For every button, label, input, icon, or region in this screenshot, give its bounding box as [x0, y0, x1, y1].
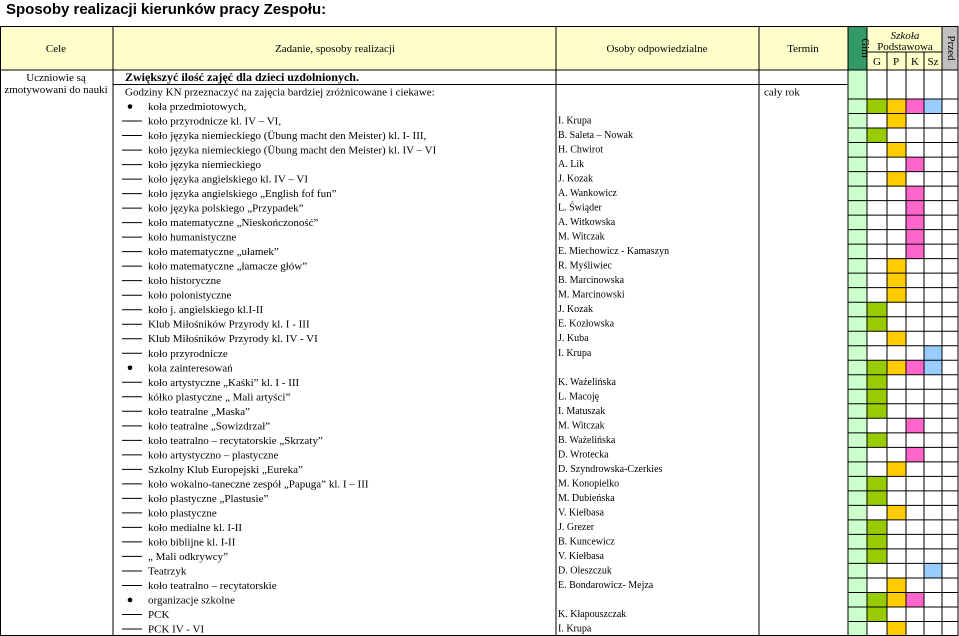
task-text: kółko plastyczne „ Mali artyści”: [148, 391, 291, 404]
person-text: R. Myśliwiec: [558, 260, 612, 272]
task-text: koło języka polskiego „Przypadek”: [148, 202, 304, 215]
person-text: E. Miechowicz - Kamaszyn: [558, 246, 670, 258]
level-cell-g: [867, 607, 887, 622]
task-text: koła przedmiotowych,: [148, 101, 247, 114]
task-text: koło biblijne kl. I-II: [148, 536, 236, 549]
task-text: Godziny KN przeznaczyć na zajęcia bardziej zróżnicowane i ciekawe:: [125, 86, 435, 99]
person-text: M. Konopielko: [558, 478, 620, 490]
person-text: J. Kozak: [558, 173, 593, 185]
level-cell-k: [906, 244, 924, 259]
header-g: G: [873, 56, 881, 68]
task-text: Klub Miłośników Przyrody kl. I - III: [148, 318, 310, 331]
person-text: D. Oleszczuk: [558, 565, 612, 577]
level-cell-p: [887, 172, 906, 187]
task-text: koło artystyczno – plastyczne: [148, 449, 279, 462]
level-cell-g: [867, 128, 887, 143]
header-przed: Przed: [945, 35, 957, 61]
person-text: D. Szyndrowska-Czerkies: [558, 463, 663, 475]
level-cell-p: [887, 360, 906, 375]
level-cell-p: [887, 578, 906, 593]
termin-text: cały rok: [764, 86, 800, 99]
level-cell-p: [887, 288, 906, 303]
task-text: organizacje szkolne: [148, 594, 235, 607]
bullet-dot: [128, 598, 133, 603]
task-text: PCK IV - VI: [148, 623, 205, 636]
task-text: koło teatralne „Maska”: [148, 405, 251, 418]
level-cell-k: [906, 99, 924, 114]
task-text: koła zainteresowań: [148, 362, 233, 375]
header-szkola: Szkoła: [890, 30, 920, 42]
level-cell-sz: [924, 99, 942, 114]
level-cell-p: [887, 143, 906, 158]
person-text: V. Kiełbasa: [558, 550, 604, 562]
level-cell-k: [906, 360, 924, 375]
task-text: koło teatralno – recytatorskie „Skrzaty”: [148, 434, 323, 447]
task-text: koło j. angielskiego kl.I-II: [148, 304, 264, 317]
level-cell-g: [867, 404, 887, 419]
person-text: H. Chwirot: [558, 144, 603, 156]
task-text: koło teatralne „Sowizdrzał”: [148, 420, 271, 433]
task-text: koło wokalno-taneczne zespół „Papuga” kl. I – III: [148, 478, 369, 491]
person-text: B. Saleta – Nowak: [558, 130, 633, 142]
person-text: I. Matuszak: [558, 405, 606, 417]
person-text: L. Świąder: [558, 202, 602, 214]
person-text: M. Witczak: [558, 420, 605, 432]
person-text: A. Lik: [558, 159, 585, 171]
task-text: koło języka niemieckiego (Übung macht den Meister) kl. I- III,: [148, 130, 427, 143]
level-cell-g: [867, 592, 887, 607]
task-text: koło języka angielskiego kl. IV – VI: [148, 173, 308, 186]
task-text: koło języka angielskiego „English fof fun”: [148, 188, 337, 201]
task-text: Szkolny Klub Europejski „Eureka”: [148, 463, 303, 476]
task-text: koło przyrodnicze: [148, 347, 228, 360]
task-text: Teatrzyk: [148, 565, 187, 578]
task-text: koło historyczne: [148, 275, 222, 288]
task-text: koło polonistyczne: [148, 289, 232, 302]
level-cell-p: [887, 462, 906, 477]
task-text: Klub Miłośników Przyrody kl. IV - VI: [148, 333, 318, 346]
level-cell-k: [906, 201, 924, 216]
bullet-dot: [128, 104, 133, 109]
cele-text: Uczniowie są: [26, 72, 86, 84]
person-text: J. Kozak: [558, 304, 593, 316]
header-cele: Cele: [45, 43, 67, 55]
person-text: M. Marcinowski: [558, 289, 625, 301]
person-text: K. Kłapouszczak: [558, 608, 627, 620]
section-heading: Zwiększyć ilość zajęć dla dzieci uzdolnionych.: [125, 70, 359, 84]
person-text: B. Ważelińska: [558, 434, 616, 446]
task-text: koło plastyczne „Plastusie”: [148, 492, 269, 505]
header-p: P: [892, 56, 900, 68]
person-text: J. Grezer: [558, 521, 595, 533]
level-cell-p: [887, 259, 906, 274]
task-text: „ Mali odkrywcy”: [148, 550, 229, 563]
level-cell-g: [867, 360, 887, 375]
header-sz: Sz: [927, 56, 939, 68]
person-text: A. Wankowicz: [558, 188, 617, 200]
person-text: V. Kiełbasa: [558, 507, 604, 519]
level-cell-k: [906, 215, 924, 230]
header-zadanie: Zadanie, sposoby realizacji: [274, 43, 396, 55]
level-cell-g: [867, 433, 887, 448]
table-border: [1, 27, 959, 636]
level-cell-g: [867, 317, 887, 332]
task-text: koło plastyczne: [148, 507, 217, 520]
level-cell-g: [867, 302, 887, 317]
person-text: D. Wrotecka: [558, 449, 609, 461]
person-text: J. Kuba: [558, 333, 589, 345]
header-gim: Gim: [859, 38, 871, 58]
level-cell-k: [906, 447, 924, 462]
task-text: koło matematyczne „ułamek”: [148, 246, 279, 259]
person-text: I. Krupa: [558, 347, 592, 359]
level-cell-g: [867, 99, 887, 114]
level-cell-p: [887, 331, 906, 346]
person-text: M. Witczak: [558, 231, 605, 243]
task-text: koło matematyczne „Nieskończoność”: [148, 217, 319, 230]
person-text: K. Ważelińska: [558, 376, 616, 388]
level-cell-sz: [924, 360, 942, 375]
level-cell-sz: [924, 563, 942, 578]
level-cell-p: [887, 99, 906, 114]
level-cell-p: [887, 114, 906, 129]
header-k: K: [911, 56, 919, 68]
task-text: koło humanistyczne: [148, 231, 237, 244]
level-cell-g: [867, 389, 887, 404]
person-text: I. Krupa: [558, 623, 592, 635]
bullet-dot: [128, 365, 133, 370]
level-cell-p: [887, 273, 906, 288]
person-text: B. Kuncewicz: [558, 536, 615, 548]
level-cell-g: [867, 375, 887, 390]
task-text: koło teatralno – recytatorskie: [148, 579, 277, 592]
level-cell-g: [867, 476, 887, 491]
page-title: Sposoby realizacji kierunków pracy Zespołu:: [6, 1, 327, 18]
level-cell-k: [906, 186, 924, 201]
cele-text: zmotywowani do nauki: [4, 84, 108, 96]
task-text: koło języka niemieckiego (Übung macht den Meister) kl. IV – VI: [148, 144, 437, 157]
level-cell-sz: [924, 346, 942, 361]
level-cell-g: [867, 491, 887, 506]
person-text: L. Macoję: [558, 391, 600, 403]
header-termin: Termin: [787, 43, 819, 55]
person-text: M. Dubieńska: [558, 492, 615, 504]
person-text: E. Bondarowicz- Mejza: [558, 579, 654, 591]
header-podstawowa: Podstawowa: [877, 41, 933, 53]
task-text: koło języka niemieckiego: [148, 159, 262, 172]
level-cell-g: [867, 549, 887, 564]
header-bg: [0, 26, 867, 70]
level-cell-k: [906, 230, 924, 245]
level-cell-k: [906, 418, 924, 433]
level-cell-g: [867, 534, 887, 549]
level-cell-k: [906, 592, 924, 607]
level-cell-k: [906, 157, 924, 172]
person-text: E. Kozłowska: [558, 318, 615, 330]
level-cell-p: [887, 592, 906, 607]
gim-column-bg: [848, 70, 867, 636]
task-text: koło przyrodnicze kl. IV – VI,: [148, 115, 282, 128]
level-cell-p: [887, 621, 906, 636]
task-text: koło medialne kl. I-II: [148, 521, 243, 534]
level-cell-g: [867, 520, 887, 535]
task-text: PCK: [148, 608, 170, 621]
level-cell-p: [887, 505, 906, 520]
person-text: I. Krupa: [558, 115, 592, 127]
person-text: A. Witkowska: [558, 217, 616, 229]
task-text: koło artystyczne „Kaśki” kl. I - III: [148, 376, 300, 389]
task-text: koło matematyczne „łamacze głów”: [148, 260, 308, 273]
person-text: B. Marcinowska: [558, 275, 625, 287]
header-osoby: Osoby odpowiedzialne: [606, 43, 708, 55]
